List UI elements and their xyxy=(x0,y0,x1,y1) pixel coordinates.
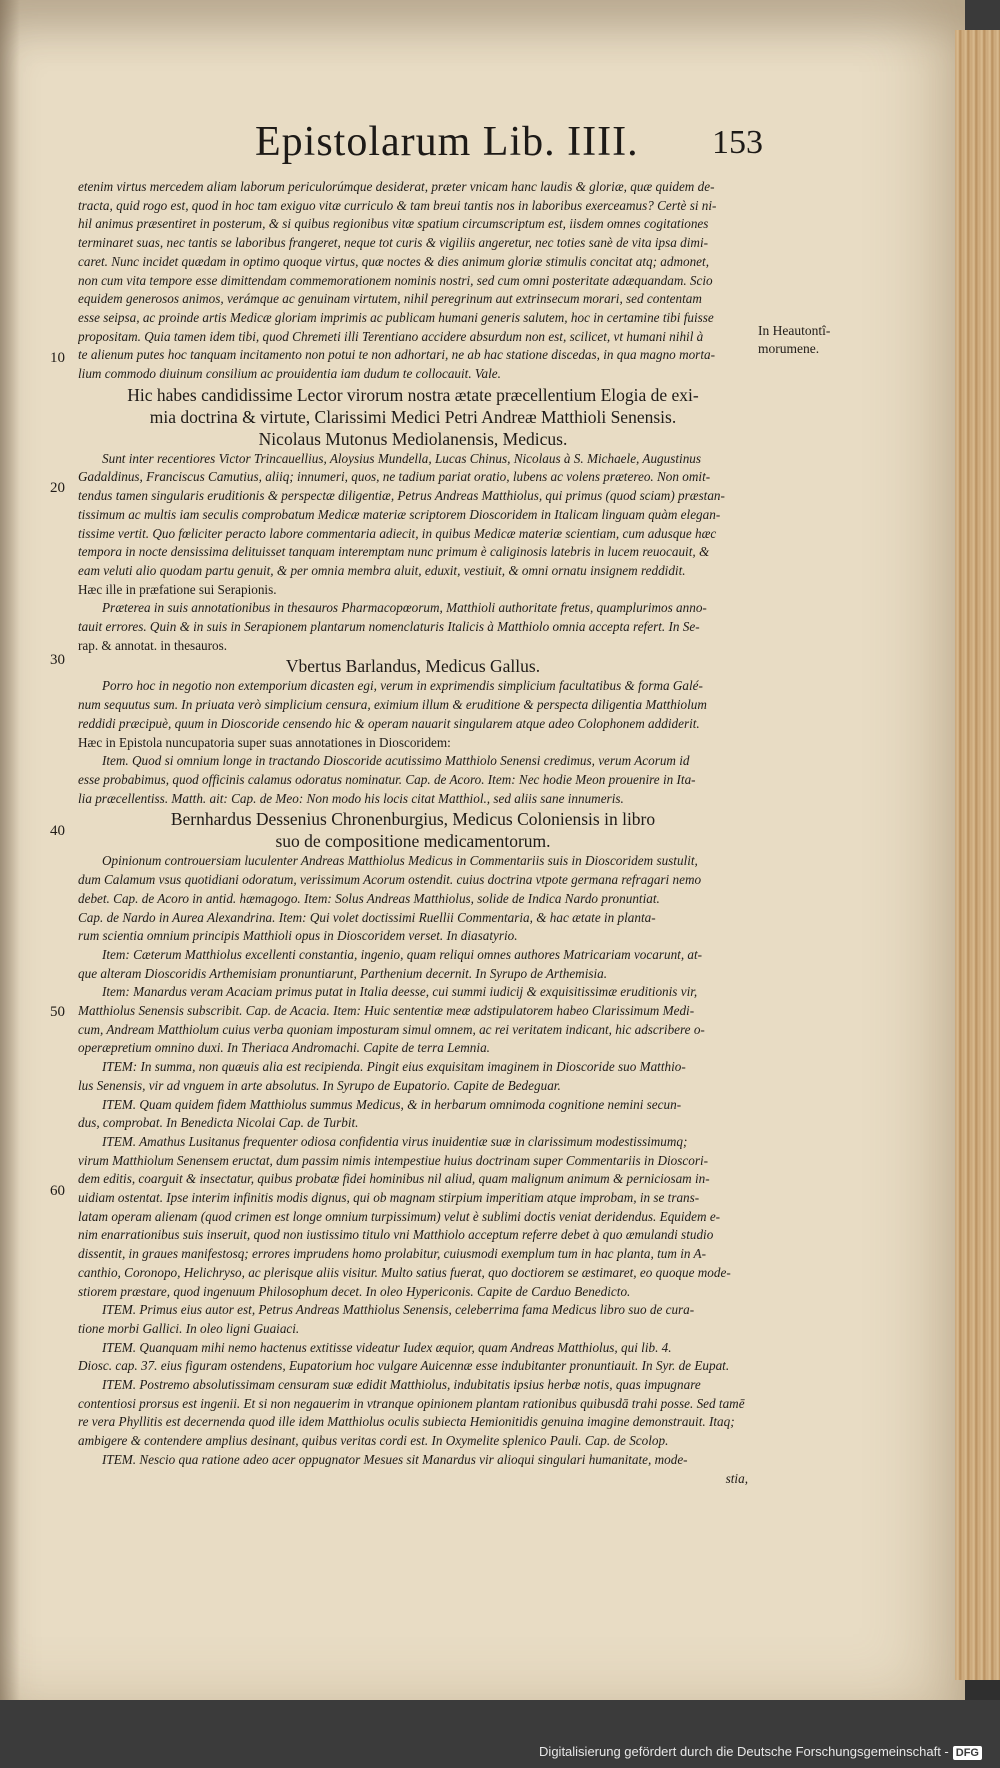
text-line: Sunt inter recentiores Victor Trincauellius, Aloysius Mundella, Lucas Chinus, Nicolaus à S. Michaele, Augustinus xyxy=(102,450,702,466)
text-line: latam operam alienam (quod crimen est longe omnium turpissimum) velut è sublimi doctis veniat deridendus. Equidem e- xyxy=(78,1208,721,1224)
text-line: tracta, quid rogo est, quod in hoc tam exiguo vitæ curriculo & tam breui tantis nos in laboribus exerceamus? Certè si ni- xyxy=(78,197,717,213)
marginal-note-line: In Heautontî- xyxy=(758,323,831,338)
text-line: ITEM: In summa, non quæuis alia est recipienda. Pingit eius exquisitam imaginem in Dioscoride suo Matthio- xyxy=(102,1059,686,1075)
text-line: que alteram Dioscoridis Arthemisiam pronuntiarunt, Parthenium decernit. In Syrupo de Arthemisia. xyxy=(78,965,608,981)
text-line: tauit errores. Quin & in suis in Serapionem plantarum nomenclaturis Italicis à Matthiolo omnia accepta refert. In Se- xyxy=(78,619,700,635)
text-line: tissime vertit. Quo fœliciter peracto labore commentaria adiecit, in quibus Medicæ materiæ scientiam, cum adusque hæc xyxy=(78,525,717,541)
text-line: cum, Andream Matthiolum cuius verba quoniam imposturam simul omnem, ac rei veritatem indicant, hic adscribere o- xyxy=(78,1021,705,1037)
text-line: esse probabimus, quod officinis calamus odoratus nominatur. Cap. de Acoro. Item: Nec hodie Meon prouenire in Ita- xyxy=(78,771,696,787)
text-line: caret. Nunc incidet quædam in optimo quoque virtus, quæ noctes & dies animum gloriæ stimulis concitat atq; admonet, xyxy=(78,253,709,269)
text-line: hil animus præsentiret in posterum, & si quibus regionibus vitæ spatium circumscriptum est, iisdem omnes cogitationes xyxy=(78,216,709,232)
text-line: ITEM. Primus eius autor est, Petrus Andreas Matthiolus Senensis, celeberrima fama Medicus libro suo de cura- xyxy=(102,1302,695,1318)
text-line: Hæc in Epistola nuncupatoria super suas annotationes in Dioscoridem: xyxy=(78,734,451,750)
text-line: Porro hoc in negotio non extemporium dicasten egi, verum in exprimendis simplicium facultatibus & forma Galé- xyxy=(102,678,703,694)
text-line: reddidi præcipuè, quum in Dioscoride censendo hic & operam nauarit singularem atque adeo Colophonem addiderit. xyxy=(78,715,700,731)
text-line: tempora in nocte densissima delituisset tanquam interemptam nunc primum è caliginosis latebris in lucem reuocauit, & xyxy=(78,544,710,560)
text-line: lus Senensis, vir ad vnguem in arte absolutus. In Syrupo de Eupatorio. Capite de Bedeguar. xyxy=(78,1077,561,1093)
text-line: esse seipsa, ac proinde artis Medicæ gloriam imprimis ac publicam humani generis salutem, hoc in certamine tibi fuisse xyxy=(78,309,714,325)
text-line: ITEM. Quanquam mihi nemo hactenus extitisse videatur Iudex æquior, quam Andreas Matthiolus, qui lib. 4. xyxy=(102,1339,672,1355)
text-line: ambigere & contendere amplius desinant, quibus veritas cordi est. In Oxymelite splenico Pauli. Cap. de Scolop. xyxy=(78,1433,669,1449)
text-line: lia præcellentiss. Matth. ait: Cap. de Meo: Non modo his locis citat Matthiol., sed aliis sane innumeris. xyxy=(78,790,624,806)
section-heading: mia doctrina & virtute, Clarissimi Medici Petri Andreæ Matthioli Senensis. xyxy=(149,406,677,427)
text-line: rum scientia omnium principis Matthioli opus in Dioscoridem verset. In diasatyrio. xyxy=(78,928,518,944)
text-line: Hæc ille in præfatione sui Serapionis. xyxy=(78,581,277,597)
text-line: terminaret suas, nec tantis se laboribus frangeret, neque tot curis & vigiliis angeretur, nec toties sanè de vita ipsa dimi- xyxy=(78,235,708,251)
text-line: canthio, Coronopo, Helichryso, ac plerisque aliis visitur. Multo satius fuerat, quo doctiorem se æstimaret, eo quoque mode- xyxy=(78,1264,731,1280)
text-line: nim enarrationibus suis inseruit, quod non iustissimo titulo vni Matthiolo acceptum referre debet à quo æmulandi studio xyxy=(78,1227,714,1243)
author-heading: Bernhardus Dessenius Chronenburgius, Medicus Coloniensis in libro xyxy=(170,809,656,830)
running-head: Epistolarum Lib. IIII. xyxy=(255,119,639,165)
text-line: stiorem præstare, quod ingenuum Philosophum decet. In oleo Hypericonis. Capite de Carduo Benedicto. xyxy=(78,1283,631,1299)
text-line: tissimum ac multis iam seculis comprobatum Medicæ materiæ scriptorem Dioscoridem in Italicam linguam quàm elegan- xyxy=(78,506,721,522)
text-line: virum Matthiolum Senensem eructat, dum passim nimis intempestiue huius doctrinam super Commentariis in Dioscori- xyxy=(78,1152,709,1168)
text-line: Opinionum controuersiam luculenter Andreas Matthiolus Medicus in Commentariis suis in Dioscoridem sustulit, xyxy=(102,853,698,869)
text-line: Cap. de Nardo in Aurea Alexandrina. Item: Qui volet doctissimi Ruellii Commentaria, & hac ætate in planta- xyxy=(78,909,656,925)
text-line: dissentit, in graues manifestosq; errores imprudens homo prolabitur, cuiusmodi exemplum tum in hac planta, tum in A- xyxy=(78,1246,706,1262)
line-number: 40 xyxy=(50,823,65,839)
text-line: ITEM. Nescio qua ratione adeo acer oppugnator Mesues sit Manardus vir alioqui singulari humanitate, mode- xyxy=(102,1451,688,1467)
text-line: dus, comprobat. In Benedicta Nicolai Cap. de Turbit. xyxy=(78,1115,359,1131)
text-line: non cum vita tempore esse dimittendam commemorationem nominis nostri, sed cum omni posteritate adæquandam. Scio xyxy=(78,272,713,288)
text-line: tendus tamen singularis eruditionis & perspectæ diligentiæ, Petrus Andreas Matthiolus, qui primus (quod sciam) præstan- xyxy=(78,488,725,504)
text-line: ITEM. Postremo absolutissimam censuram suæ edidit Matthiolus, indubitatis ipsius herbæ notis, quas impugnare xyxy=(102,1377,701,1393)
folio-number: 153 xyxy=(712,124,763,161)
marginal-note xyxy=(758,322,830,358)
text-line: Præterea in suis annotationibus in thesauros Pharmacopœorum, Matthioli authoritate fretus, quamplurimos anno- xyxy=(102,600,707,616)
text-line: etenim virtus mercedem aliam laborum periculorúmque desiderat, præter vnicam hanc laudis & gloriæ, quæ quidem de- xyxy=(78,179,715,194)
text-line: Diosc. cap. 37. eius figuram ostendens, Eupatorium hoc vulgare Auicennæ esse indubitanter pronuntiauit. In Syr. de Eupat. xyxy=(78,1358,730,1374)
section-heading: Hic habes candidissime Lector virorum nostra ætate præcellentium Elogia de exi- xyxy=(127,384,699,405)
line-number: 10 xyxy=(50,350,65,366)
text-line: debet. Cap. de Acoro in antid. hæmagogo. Item: Solus Andreas Matthiolus, solide de Indica Nardo pronuntiat. xyxy=(78,890,660,906)
text-line: re vera Phyllitis est decernenda quod ille idem Matthiolus oculis subiecta Hemionitidis genuina imagine demonstrauit. Itaq; xyxy=(78,1414,735,1430)
text-line: Item: Cæterum Matthiolus excellenti constantia, ingenio, quam reliqui omnes authores Matricariam vocarunt, at- xyxy=(102,946,703,962)
main-text xyxy=(78,178,748,1488)
author-heading: Nicolaus Mutonus Mediolanensis, Medicus. xyxy=(258,428,568,449)
spine-shadow xyxy=(0,0,20,1700)
line-number: 50 xyxy=(50,1004,65,1020)
text-line: propositam. Quia tamen idem tibi, quod Chremeti illi Terentiano accidere absurdum non est, scilicet, vt humani nihil à xyxy=(78,328,704,344)
text-line: ITEM. Amathus Lusitanus frequenter odiosa confidentia virus inuidentiæ suæ in clarissimum modestissimumq; xyxy=(102,1133,688,1149)
author-heading: suo de compositione medicamentorum. xyxy=(275,831,551,852)
line-number: 30 xyxy=(50,652,65,668)
text-line: dem editis, coarguit & insectatur, quibus probatæ fidei hominibus nil aliud, quam malignum animum & perniciosam in- xyxy=(78,1171,710,1187)
text-line: Item: Manardus veram Acaciam primus putat in Italia deesse, cui summi iudicij & exquisitissimæ eruditionis vir, xyxy=(102,984,698,1000)
author-heading: Vbertus Barlandus, Medicus Gallus. xyxy=(285,656,541,677)
catchword: stia, xyxy=(725,1470,748,1486)
line-number: 60 xyxy=(50,1183,65,1199)
text-line: num sequutus sum. In priuata verò simplicium censura, eximium illum & eruditione & perspecta diligentia Matthiolum xyxy=(78,697,707,713)
text-line: rap. & annotat. in thesauros. xyxy=(78,637,228,653)
line-number: 20 xyxy=(50,480,65,496)
marginal-note-line: morumene. xyxy=(758,341,820,356)
text-line: tione morbi Gallici. In oleo ligni Guaiaci. xyxy=(78,1320,300,1336)
text-line: Gadaldinus, Franciscus Camutius, aliiq; innumeri, quos, ne tadium pariat oratio, lubens ac volens prætereo. Non omit- xyxy=(78,469,711,485)
text-line: Matthiolus Senensis subscribit. Cap. de Acacia. Item: Huic sententiæ meæ adstipulatorem habeo Clarissimum Medi- xyxy=(78,1003,695,1019)
text-line: lium commodo diuinum consilium ac prouidentia iam dudum te collocauit. Vale. xyxy=(78,366,501,382)
text-line: uidiam ostentat. Ipse interim infinitis modis dignus, qui ob magnam stirpium imperitiam atque improbam, in se trans- xyxy=(78,1190,700,1206)
digitization-credit xyxy=(539,1744,982,1760)
text-line: operæpretium omnino duxi. In Theriaca Andromachi. Capite de terra Lemnia. xyxy=(78,1040,490,1056)
text-line: te alienum putes hoc tanquam incitamento non potui te non adhortari, ne ab hac statione discedas, in qua magno morta- xyxy=(78,347,715,363)
page-edges xyxy=(955,30,1000,1680)
text-line: Item. Quod si omnium longe in tractando Dioscoride acutissimo Matthiolo Senensi credimus, verum Acorum id xyxy=(102,753,690,769)
text-line: dum Calamum vsus quotidiani odoratum, verissimum Acorum ostendit. cuius doctrina vtpote germana refragari nemo xyxy=(78,872,702,888)
text-line: eam veluti alio quodam partu genuit, & per omnia membra aluit, eduxit, vestiuit, & omni ornatu insignem reddidit. xyxy=(78,562,686,578)
dfg-logo: DFG xyxy=(953,1746,982,1760)
text-line: contentiosi prorsus est ingenii. Et si non negauerim in vtranque opinionem plantam rationibus quibusdā trahi posse. Sed tamē xyxy=(78,1395,745,1411)
text-line: ITEM. Quam quidem fidem Matthiolus summus Medicus, & in herbarum omnimoda cognitione nemini secun- xyxy=(102,1096,682,1112)
text-line: equidem generosos animos, verámque ac genuinam virtutem, nihil peregrinum aut extrinsecum morari, sed contentam xyxy=(78,291,702,307)
credit-text: Digitalisierung gefördert durch die Deutsche Forschungsgemeinschaft - xyxy=(539,1744,949,1759)
